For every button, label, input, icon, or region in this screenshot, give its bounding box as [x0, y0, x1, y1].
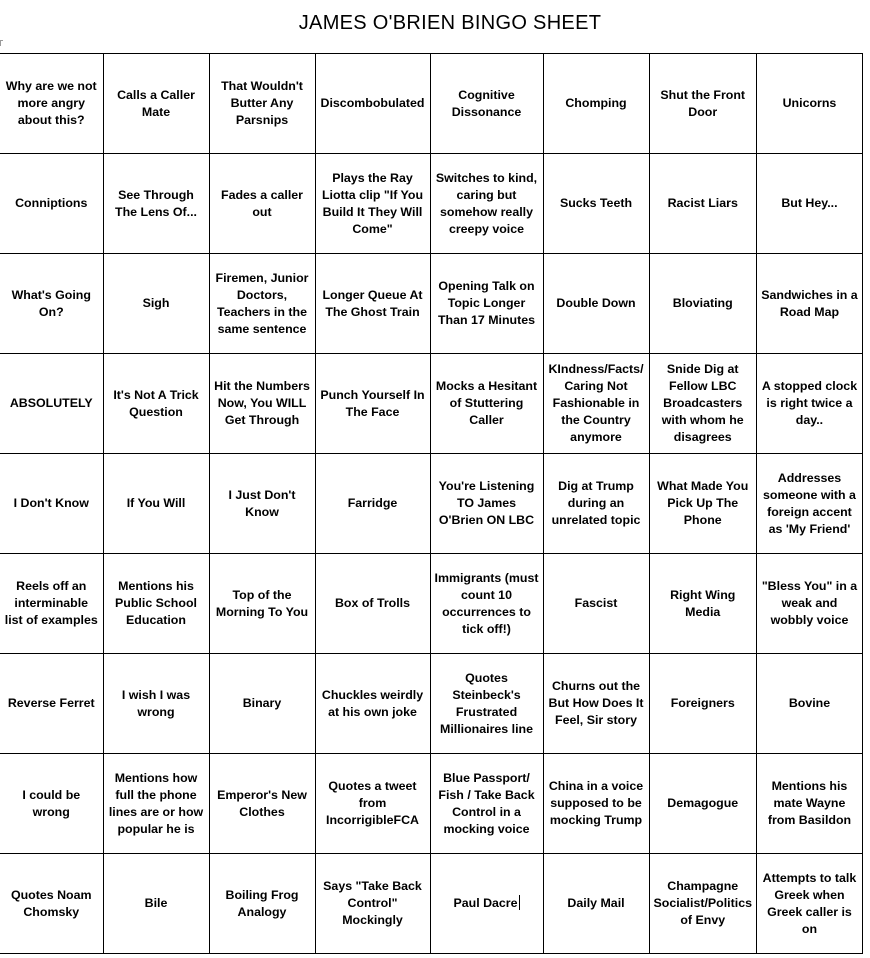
bingo-row [0, 854, 862, 954]
bingo-cell-text: Punch Yourself In The Face [320, 387, 425, 419]
bingo-cell-text: Sucks Teeth [559, 196, 633, 210]
bingo-cell[interactable] [315, 854, 430, 954]
bingo-cell[interactable] [756, 754, 862, 854]
bingo-cell-text: Fades a caller out [221, 187, 303, 219]
bingo-cell[interactable] [209, 554, 315, 654]
bingo-cell-text: Sigh [142, 296, 170, 310]
bingo-cell-text: I Don't Know [13, 496, 89, 510]
bingo-cell[interactable] [209, 254, 315, 354]
bingo-cell[interactable] [649, 354, 756, 454]
bingo-cell[interactable] [209, 854, 315, 954]
bingo-cell[interactable] [315, 354, 430, 454]
bingo-cell-text: Why are we not more angry about this? [5, 79, 97, 127]
bingo-cell-text: Fascist [574, 596, 618, 610]
bingo-cell-text: Immigrants (must count 10 occurrences to tick off!) [434, 570, 539, 636]
bingo-cell[interactable] [315, 554, 430, 654]
bingo-cell-text: Chuckles weirdly at his own joke [321, 687, 424, 719]
bingo-cell-text: Churns out the But How Does It Feel, Sir story [548, 679, 644, 727]
bingo-cell[interactable] [103, 554, 209, 654]
bingo-cell-text: Firemen, Junior Doctors, Teachers in the same sentence [215, 270, 309, 336]
bingo-cell[interactable] [103, 254, 209, 354]
bingo-cell[interactable] [430, 654, 543, 754]
bingo-cell[interactable] [543, 54, 649, 154]
bingo-cell[interactable] [543, 154, 649, 254]
bingo-cell[interactable] [315, 154, 430, 254]
bingo-cell-text: Switches to kind, caring but somehow really creepy voice [435, 170, 538, 236]
bingo-cell-text: Mocks a Hesitant of Stuttering Caller [435, 379, 538, 427]
bingo-cell-text: What's Going On? [11, 287, 91, 319]
bingo-cell-text: Unicorns [782, 96, 837, 110]
bingo-row [0, 754, 862, 854]
bingo-cell[interactable] [103, 654, 209, 754]
bingo-row [0, 654, 862, 754]
bingo-grid [0, 53, 863, 954]
bingo-cell[interactable] [103, 154, 209, 254]
bingo-cell[interactable] [543, 854, 649, 954]
bingo-cell[interactable] [756, 154, 862, 254]
bingo-cell-text: Attempts to talk Greek when Greek caller is on [762, 870, 857, 936]
bingo-cell-text: Champagne Socialist/Politics of Envy [653, 879, 752, 927]
bingo-cell[interactable] [430, 454, 543, 554]
bingo-cell-text: Racist Liars [667, 196, 738, 210]
bingo-cell[interactable] [209, 154, 315, 254]
bingo-cell-text: Snide Dig at Fellow LBC Broadcasters with whom he disagrees [661, 362, 744, 444]
bingo-cell-text: That Wouldn't Butter Any Parsnips [221, 79, 303, 127]
bingo-cell[interactable] [103, 454, 209, 554]
bingo-cell[interactable] [209, 54, 315, 154]
bingo-cell-text: But Hey... [781, 196, 838, 210]
bingo-cell-text: Chomping [565, 96, 627, 110]
bingo-cell[interactable] [209, 754, 315, 854]
bingo-cell-text: Farridge [347, 496, 398, 510]
bingo-cell[interactable] [315, 254, 430, 354]
bingo-cell[interactable] [0, 354, 103, 454]
bingo-cell[interactable] [649, 54, 756, 154]
bingo-cell[interactable] [430, 54, 543, 154]
bingo-cell-text: Discombobulated [320, 96, 425, 110]
text-cursor [519, 895, 520, 910]
bingo-cell-text: What Made You Pick Up The Phone [657, 479, 749, 527]
bingo-cell-text: KIndness/Facts/ Caring Not Fashionable in the Country anymore [548, 362, 644, 444]
bingo-cell[interactable] [756, 254, 862, 354]
bingo-cell[interactable] [0, 54, 103, 154]
bingo-cell-text: China in a voice supposed to be mocking Trump [548, 779, 644, 827]
bingo-cell[interactable] [543, 654, 649, 754]
bingo-cell[interactable] [649, 654, 756, 754]
bingo-cell[interactable] [430, 254, 543, 354]
bingo-cell[interactable] [543, 754, 649, 854]
bingo-cell[interactable] [649, 454, 756, 554]
bingo-cell-text: Quotes a tweet from IncorrigibleFCA [326, 779, 419, 827]
bingo-cell[interactable] [649, 254, 756, 354]
bingo-row [0, 354, 862, 454]
bingo-cell-text: Top of the Morning To You [215, 587, 309, 619]
bingo-cell-text: Double Down [556, 296, 636, 310]
bingo-row [0, 154, 862, 254]
bingo-cell[interactable] [315, 454, 430, 554]
bingo-cell[interactable] [543, 554, 649, 654]
bingo-cell-text: Demagogue [667, 796, 739, 810]
bingo-cell[interactable] [543, 454, 649, 554]
bingo-cell[interactable] [103, 354, 209, 454]
bingo-cell-text: Emperor's New Clothes [217, 787, 307, 819]
bingo-row [0, 54, 862, 154]
bingo-cell-text: Calls a Caller Mate [117, 87, 195, 119]
bingo-cell-text: Mentions how full the phone lines are or how popular he is [108, 770, 204, 836]
bingo-cell-text: Addresses someone with a foreign accent as 'My Friend' [762, 470, 856, 536]
bingo-cell-text: Dig at Trump during an unrelated topic [551, 479, 641, 527]
bingo-cell[interactable] [0, 554, 103, 654]
bingo-cell-text: It's Not A Trick Question [113, 387, 199, 419]
bingo-cell[interactable] [0, 754, 103, 854]
bingo-cell-text: I Just Don't Know [228, 487, 296, 519]
bingo-cell[interactable] [0, 654, 103, 754]
bingo-cell-text: Right Wing Media [670, 587, 736, 619]
bingo-cell-text: ABSOLUTELY [9, 396, 93, 410]
bingo-cell[interactable] [103, 754, 209, 854]
bingo-cell-text: Mentions his Public School Education [115, 579, 197, 627]
bingo-cell-text: Reverse Ferret [7, 696, 95, 710]
bingo-cell-text: Sandwiches in a Road Map [761, 287, 858, 319]
bingo-cell[interactable] [756, 354, 862, 454]
table-move-handle[interactable] [0, 40, 3, 46]
bingo-cell-text: Quotes Noam Chomsky [10, 887, 92, 919]
bingo-cell[interactable] [430, 754, 543, 854]
bingo-cell-text: Bile [144, 896, 168, 910]
bingo-cell[interactable] [649, 754, 756, 854]
bingo-cell[interactable] [103, 54, 209, 154]
bingo-cell-text: I could be wrong [22, 787, 81, 819]
bingo-cell[interactable] [430, 854, 543, 954]
bingo-cell[interactable] [315, 54, 430, 154]
bingo-cell[interactable] [430, 154, 543, 254]
bingo-cell-text: Quotes Steinbeck's Frustrated Millionaires line [440, 670, 533, 736]
bingo-cell-text: You're Listening TO James O'Brien ON LBC [438, 479, 535, 527]
bingo-cell-text: Reels off an interminable list of examples [4, 579, 98, 627]
bingo-cell[interactable] [0, 154, 103, 254]
bingo-cell-text: I wish I was wrong [121, 687, 191, 719]
bingo-cell[interactable] [0, 454, 103, 554]
bingo-cell-text: "Bless You" in a weak and wobbly voice [761, 579, 858, 627]
bingo-cell-text: Longer Queue At The Ghost Train [322, 287, 423, 319]
bingo-cell[interactable] [649, 154, 756, 254]
bingo-row [0, 454, 862, 554]
bingo-cell-text: Blue Passport/ Fish / Take Back Control in a mocking voice [438, 770, 535, 836]
bingo-cell-text: See Through The Lens Of... [115, 187, 197, 219]
bingo-cell[interactable] [756, 454, 862, 554]
bingo-cell-text: Bloviating [672, 296, 733, 310]
bingo-cell-text: Boiling Frog Analogy [225, 887, 299, 919]
bingo-cell[interactable] [0, 854, 103, 954]
bingo-cell-text: Shut the Front Door [660, 87, 746, 119]
bingo-cell-text: Says "Take Back Control" Mockingly [323, 879, 422, 927]
bingo-cell-text: If You Will [126, 496, 186, 510]
bingo-cell-text: Daily Mail [567, 896, 625, 910]
bingo-cell[interactable] [543, 254, 649, 354]
bingo-cell-text: Paul Dacre [453, 896, 518, 910]
bingo-cell[interactable] [209, 454, 315, 554]
bingo-cell[interactable] [543, 354, 649, 454]
bingo-cell-text: Bovine [788, 696, 831, 710]
bingo-cell-text: A stopped clock is right twice a day.. [761, 379, 858, 427]
bingo-cell[interactable] [649, 554, 756, 654]
bingo-cell[interactable] [649, 854, 756, 954]
bingo-row [0, 254, 862, 354]
bingo-cell[interactable] [756, 654, 862, 754]
bingo-cell-text: Hit the Numbers Now, You WILL Get Through [214, 379, 310, 427]
bingo-cell[interactable] [209, 354, 315, 454]
bingo-cell[interactable] [430, 354, 543, 454]
bingo-row [0, 554, 862, 654]
bingo-cell[interactable] [756, 854, 862, 954]
bingo-cell-text: Mentions his mate Wayne from Basildon [767, 779, 852, 827]
bingo-cell[interactable] [756, 54, 862, 154]
bingo-cell-text: Conniptions [15, 196, 88, 210]
bingo-cell-text: Opening Talk on Topic Longer Than 17 Minutes [437, 279, 536, 327]
bingo-cell[interactable] [0, 254, 103, 354]
bingo-cell[interactable] [315, 754, 430, 854]
bingo-cell-text: Plays the Ray Liotta clip "If You Build It They Will Come" [321, 170, 424, 236]
bingo-cell[interactable] [315, 654, 430, 754]
bingo-cell[interactable] [430, 554, 543, 654]
bingo-cell[interactable] [209, 654, 315, 754]
page-title: JAMES O'BRIEN BINGO SHEET [298, 12, 602, 34]
bingo-cell-text: Binary [242, 696, 282, 710]
bingo-cell[interactable] [756, 554, 862, 654]
bingo-cell[interactable] [103, 854, 209, 954]
bingo-cell-text: Box of Trolls [334, 596, 411, 610]
bingo-cell-text: Foreigners [670, 696, 735, 710]
bingo-cell-text: Cognitive Dissonance [451, 87, 522, 119]
